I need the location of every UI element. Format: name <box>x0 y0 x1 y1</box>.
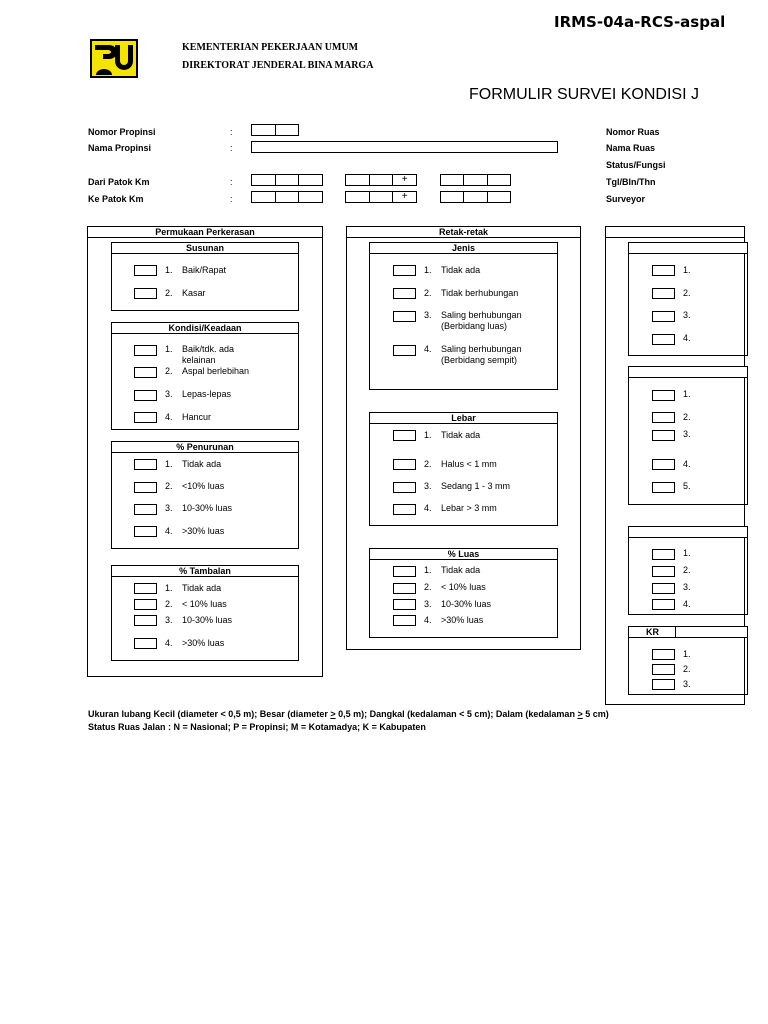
checkbox[interactable] <box>134 615 157 626</box>
option-label: Lepas-lepas <box>182 389 232 399</box>
group-title <box>628 366 748 378</box>
item-number: 2. <box>683 565 691 575</box>
checkbox[interactable] <box>652 649 675 660</box>
item-number: 4. <box>683 459 691 469</box>
dari-patok-km-input[interactable] <box>251 174 323 186</box>
checkbox[interactable] <box>393 459 416 470</box>
item-number: 4. <box>683 599 691 609</box>
checkbox[interactable] <box>393 599 416 610</box>
colon: : <box>230 127 233 137</box>
option-label: <10% luas <box>182 481 225 491</box>
label-nomor-propinsi: Nomor Propinsi <box>88 127 156 137</box>
option-label-cont: kelainan <box>182 355 216 365</box>
item-number: 1. <box>424 565 432 575</box>
group-title <box>628 242 748 254</box>
checkbox[interactable] <box>134 599 157 610</box>
group-title: Lebar <box>369 412 558 424</box>
item-number: 3. <box>424 481 432 491</box>
checkbox[interactable] <box>652 265 675 276</box>
option-label-cont: (Berbidang sempit) <box>441 355 518 365</box>
org-line-1: KEMENTERIAN PEKERJAAN UMUM <box>182 42 359 53</box>
option-label: 10-30% luas <box>182 615 233 625</box>
ke-patok-km-input[interactable] <box>251 191 323 203</box>
group-title: Kondisi/Keadaan <box>111 322 299 334</box>
option-label: Tidak ada <box>441 430 481 440</box>
option-label: Tidak ada <box>441 565 481 575</box>
item-number: 3. <box>683 310 691 320</box>
item-number: 4. <box>683 333 691 343</box>
item-number: 1. <box>424 265 432 275</box>
checkbox[interactable] <box>134 526 157 537</box>
option-label: Tidak berhubungan <box>441 288 519 298</box>
dari-patok-m-input[interactable] <box>440 174 511 186</box>
option-label: Hancur <box>182 412 212 422</box>
checkbox[interactable] <box>652 549 675 560</box>
group-title: Susunan <box>111 242 299 254</box>
checkbox[interactable] <box>134 583 157 594</box>
checkbox[interactable] <box>652 311 675 322</box>
item-number: 3. <box>424 599 432 609</box>
item-number: 3. <box>683 679 691 689</box>
option-label: 10-30% luas <box>182 503 233 513</box>
option-label: 10-30% luas <box>441 599 492 609</box>
checkbox[interactable] <box>652 664 675 675</box>
colon: : <box>230 194 233 204</box>
checkbox[interactable] <box>134 638 157 649</box>
group-title: % Luas <box>369 548 558 560</box>
option-label: Kasar <box>182 288 206 298</box>
item-number: 2. <box>165 288 173 298</box>
option-label: Aspal berlebihan <box>182 366 250 376</box>
label-dari-patok: Dari Patok Km <box>88 177 150 187</box>
item-number: 2. <box>683 288 691 298</box>
label-tgl: Tgl/Bln/Thn <box>606 177 656 187</box>
form-code: IRMS-04a-RCS-aspal <box>554 13 726 31</box>
group-title-kr: KR <box>628 626 676 638</box>
item-number: 2. <box>424 459 432 469</box>
checkbox[interactable] <box>652 459 675 470</box>
checkbox[interactable] <box>393 265 416 276</box>
checkbox[interactable] <box>134 367 157 378</box>
option-label: Baik/Rapat <box>182 265 227 275</box>
panel-title: Retak-retak <box>346 226 581 238</box>
checkbox[interactable] <box>652 288 675 299</box>
item-number: 1. <box>683 265 691 275</box>
checkbox[interactable] <box>134 412 157 423</box>
option-label: < 10% luas <box>441 582 486 592</box>
checkbox[interactable] <box>134 459 157 470</box>
item-number: 3. <box>424 310 432 320</box>
label-nama-ruas: Nama Ruas <box>606 143 656 153</box>
item-number: 4. <box>165 526 173 536</box>
option-label: Lebar > 3 mm <box>441 503 497 513</box>
checkbox[interactable] <box>393 311 416 322</box>
group-title: % Tambalan <box>111 565 299 577</box>
item-number: 2. <box>165 599 173 609</box>
checkbox[interactable] <box>393 430 416 441</box>
item-number: 4. <box>424 344 432 354</box>
item-number: 4. <box>165 412 173 422</box>
item-number: 4. <box>165 638 173 648</box>
checkbox[interactable] <box>393 482 416 493</box>
option-label: Sedang 1 - 3 mm <box>441 481 511 491</box>
nama-propinsi-input[interactable] <box>251 141 558 153</box>
item-number: 1. <box>165 344 173 354</box>
item-number: 3. <box>683 582 691 592</box>
checkbox[interactable] <box>652 334 675 345</box>
item-number: 2. <box>165 366 173 376</box>
item-number: 1. <box>165 265 173 275</box>
checkbox[interactable] <box>134 288 157 299</box>
org-line-2: DIREKTORAT JENDERAL BINA MARGA <box>182 60 374 71</box>
checkbox[interactable] <box>134 482 157 493</box>
item-number: 2. <box>683 412 691 422</box>
group-title <box>628 526 748 538</box>
option-label: Saling berhubungan <box>441 344 522 354</box>
option-label: >30% luas <box>182 638 225 648</box>
checkbox[interactable] <box>652 430 675 441</box>
item-number: 3. <box>165 615 173 625</box>
dari-patok-plus-input[interactable]: + <box>345 174 417 186</box>
option-label: Tidak ada <box>182 583 222 593</box>
checkbox[interactable] <box>134 345 157 356</box>
checkbox[interactable] <box>393 504 416 515</box>
checkbox[interactable] <box>652 390 675 401</box>
ke-patok-m-input[interactable] <box>440 191 511 203</box>
label-status-fungsi: Status/Fungsi <box>606 160 666 170</box>
checkbox[interactable] <box>393 345 416 356</box>
kr-value-cell[interactable] <box>675 626 748 638</box>
option-label: Baik/tdk. ada <box>182 344 235 354</box>
checkbox[interactable] <box>652 412 675 423</box>
item-number: 2. <box>683 664 691 674</box>
option-label: < 10% luas <box>182 599 227 609</box>
label-nama-propinsi: Nama Propinsi <box>88 143 152 153</box>
option-label: Tidak ada <box>182 459 222 469</box>
item-number: 2. <box>424 582 432 592</box>
checkbox[interactable] <box>393 566 416 577</box>
item-number: 1. <box>165 583 173 593</box>
item-number: 4. <box>424 503 432 513</box>
footer-note-status: Status Ruas Jalan : N = Nasional; P = Propinsi; M = Kotamadya; K = Kabupaten <box>88 722 426 732</box>
checkbox[interactable] <box>393 288 416 299</box>
group-title: Jenis <box>369 242 558 254</box>
item-number: 4. <box>424 615 432 625</box>
ke-patok-plus-input[interactable]: + <box>345 191 417 203</box>
item-number: 5. <box>683 481 691 491</box>
checkbox[interactable] <box>652 482 675 493</box>
checkbox[interactable] <box>652 679 675 690</box>
item-number: 2. <box>165 481 173 491</box>
group-title: % Penurunan <box>111 441 299 453</box>
checkbox[interactable] <box>652 566 675 577</box>
checkbox[interactable] <box>134 265 157 276</box>
item-number: 2. <box>424 288 432 298</box>
option-label: >30% luas <box>441 615 484 625</box>
checkbox[interactable] <box>134 390 157 401</box>
item-number: 1. <box>424 430 432 440</box>
checkbox[interactable] <box>652 599 675 610</box>
item-number: 3. <box>683 429 691 439</box>
option-label: Halus < 1 mm <box>441 459 497 469</box>
item-number: 1. <box>683 389 691 399</box>
label-surveyor: Surveyor <box>606 194 646 204</box>
option-label: Tidak ada <box>441 265 481 275</box>
item-number: 1. <box>683 548 691 558</box>
nomor-propinsi-input[interactable] <box>251 124 299 136</box>
option-label: >30% luas <box>182 526 225 536</box>
checkbox[interactable] <box>134 504 157 515</box>
pu-logo-icon <box>90 39 138 78</box>
label-ke-patok: Ke Patok Km <box>88 194 144 204</box>
panel-title: Permukaan Perkerasan <box>87 226 323 238</box>
option-label-cont: (Berbidang luas) <box>441 321 508 331</box>
colon: : <box>230 143 233 153</box>
item-number: 3. <box>165 389 173 399</box>
item-number: 3. <box>165 503 173 513</box>
form-title: FORMULIR SURVEI KONDISI J <box>469 86 699 103</box>
checkbox[interactable] <box>393 615 416 626</box>
checkbox[interactable] <box>393 583 416 594</box>
item-number: 1. <box>683 649 691 659</box>
panel-title <box>605 226 745 238</box>
footer-note-lubang: Ukuran lubang Kecil (diameter < 0,5 m); Besar (diameter > 0,5 m); Dangkal (kedalaman < 5 cm); Dalam (kedalaman > 5 cm) <box>88 709 609 719</box>
option-label: Saling berhubungan <box>441 310 522 320</box>
label-nomor-ruas: Nomor Ruas <box>606 127 660 137</box>
item-number: 1. <box>165 459 173 469</box>
checkbox[interactable] <box>652 583 675 594</box>
colon: : <box>230 177 233 187</box>
